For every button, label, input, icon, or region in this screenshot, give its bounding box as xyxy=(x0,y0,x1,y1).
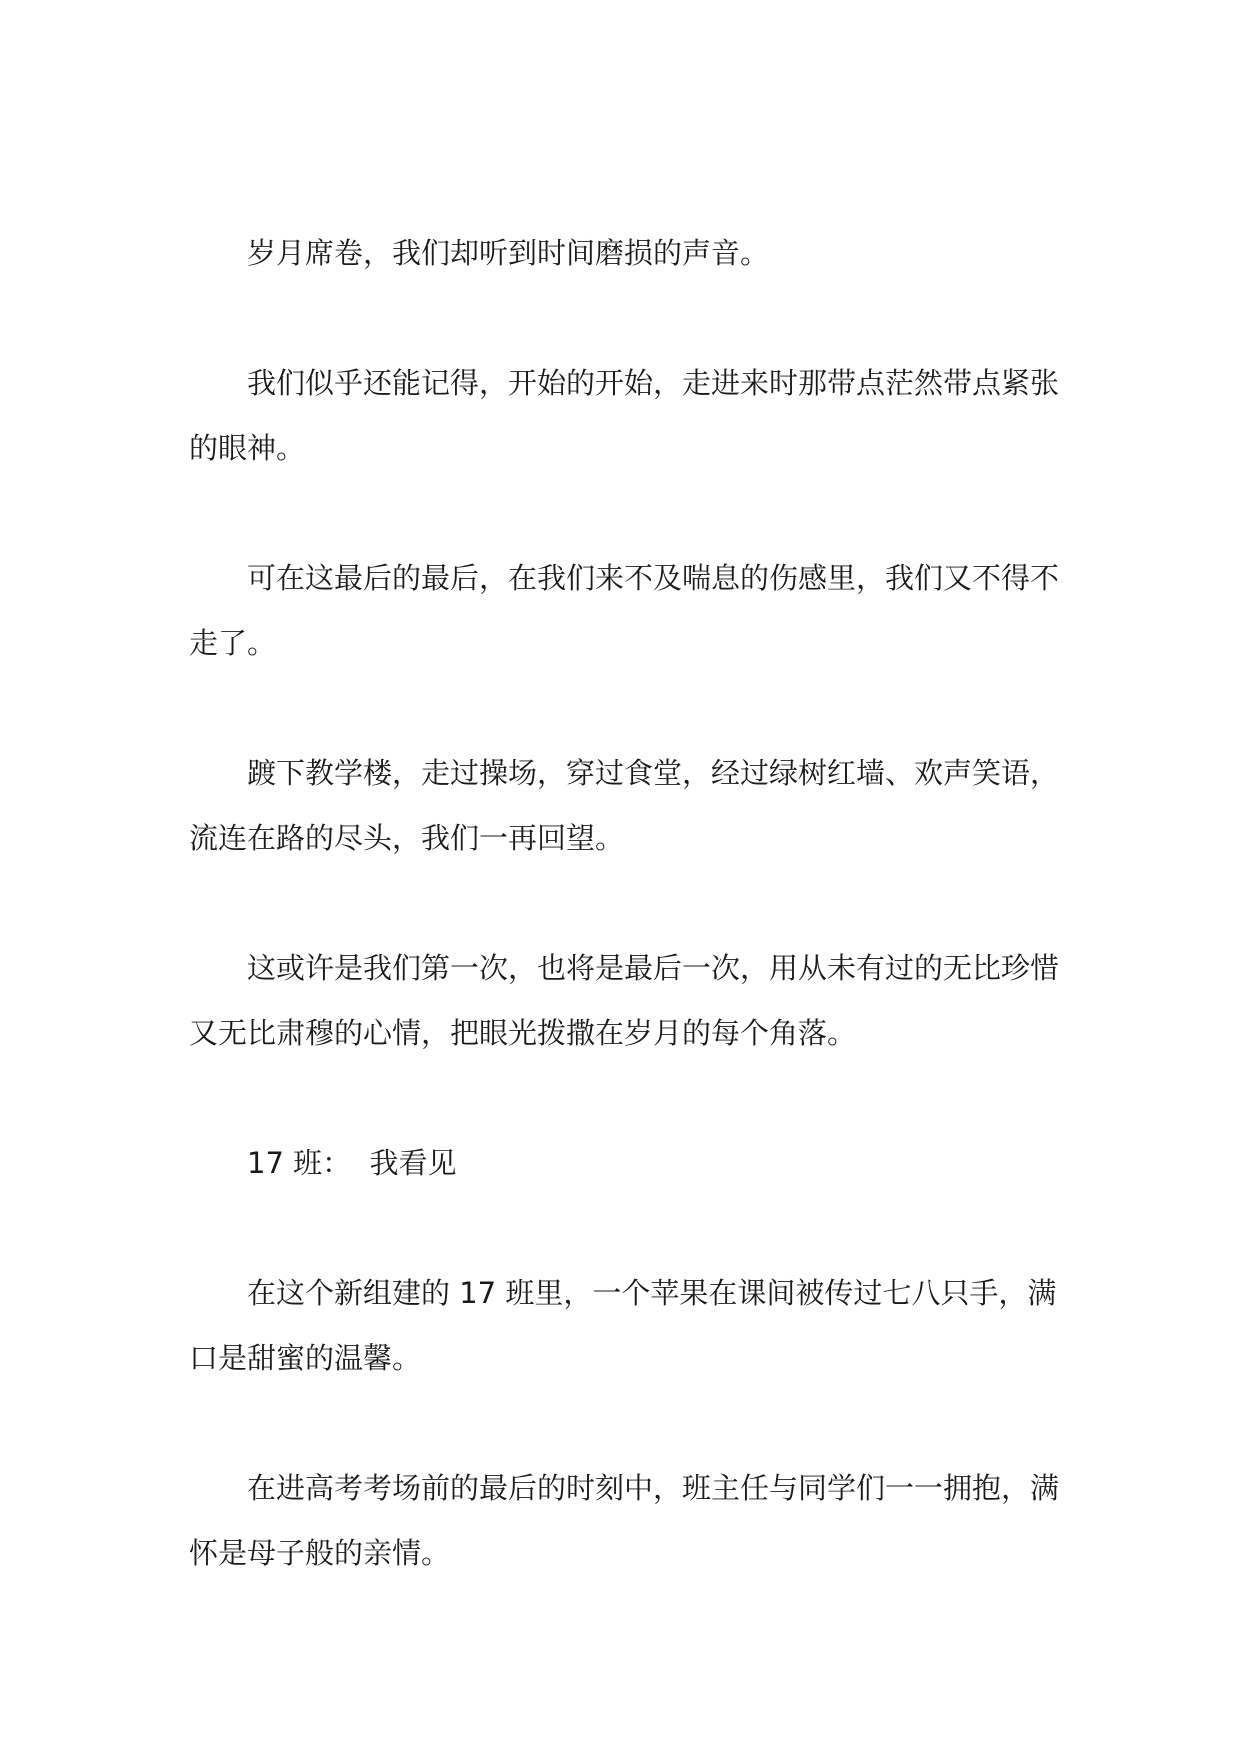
paragraph-line: 这或许是我们第一次，也将是最后一次，用从未有过的无比珍惜 xyxy=(247,951,1060,985)
section-heading xyxy=(189,1131,1089,1196)
paragraph xyxy=(189,1456,1089,1586)
paragraph xyxy=(189,936,1089,1066)
paragraph xyxy=(189,351,1089,481)
section-heading-text: 17 班： 我看见 xyxy=(247,1146,457,1180)
paragraph xyxy=(189,221,1089,286)
paragraph xyxy=(189,546,1089,676)
paragraph-line: 口是甜蜜的温馨。 xyxy=(189,1341,422,1375)
paragraph xyxy=(189,741,1089,871)
paragraph-line: 怀是母子般的亲情。 xyxy=(189,1536,451,1570)
paragraph-line: 我们似乎还能记得，开始的开始，走进来时那带点茫然带点紧张 xyxy=(247,366,1060,400)
paragraph-line: 踱下教学楼，走过操场，穿过食堂，经过绿树红墙、欢声笑语， xyxy=(247,756,1060,790)
document-body xyxy=(189,221,1089,1651)
paragraph-line: 的眼神。 xyxy=(189,431,306,465)
paragraph-line: 又无比肃穆的心情，把眼光拨撒在岁月的每个角落。 xyxy=(189,1016,857,1050)
paragraph-line: 在进高考考场前的最后的时刻中，班主任与同学们一一拥抱，满 xyxy=(247,1471,1060,1505)
paragraph-line: 在这个新组建的 17 班里，一个苹果在课间被传过七八只手，满 xyxy=(247,1276,1057,1310)
paragraph-line: 走了。 xyxy=(189,626,277,660)
paragraph xyxy=(189,1261,1089,1391)
paragraph-line: 可在这最后的最后，在我们来不及喘息的伤感里，我们又不得不 xyxy=(247,561,1060,595)
paragraph-line: 流连在路的尽头，我们一再回望。 xyxy=(189,821,625,855)
paragraph-line: 岁月席卷，我们却听到时间磨损的声音。 xyxy=(247,236,770,270)
